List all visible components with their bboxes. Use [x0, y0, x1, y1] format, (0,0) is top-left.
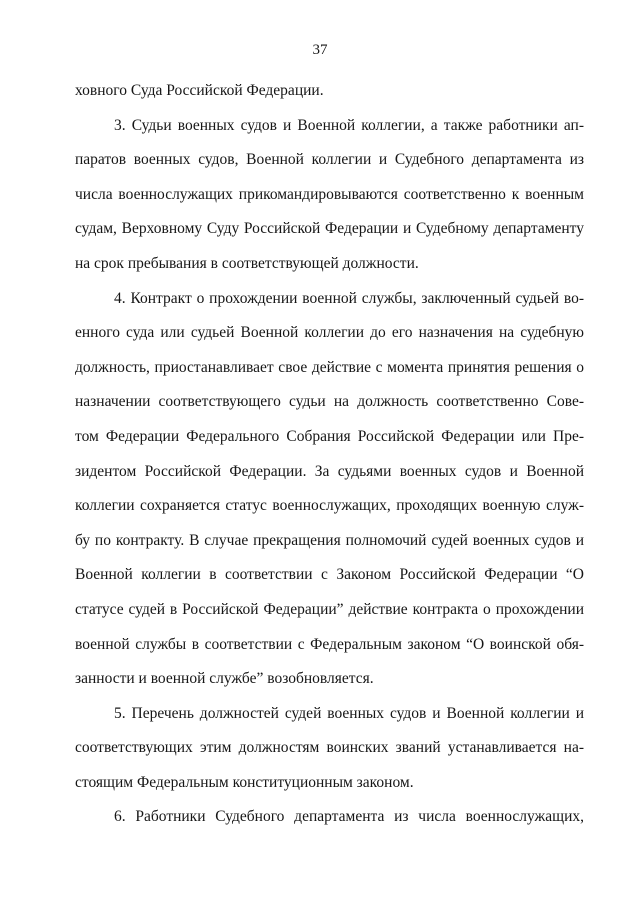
page-number: 37 [312, 42, 328, 58]
text-line: енного суда или судьей Военной коллегии до его назначения на судебную [75, 324, 584, 342]
text-line: 6. Работники Судебного департамента из числа военнослужащих, [114, 808, 584, 826]
text-line: военной службы в соответствии с Федеральным законом “О воинской обя- [75, 635, 584, 653]
text-line: соответствующих этим должностям воинских званий устанавливается на- [75, 739, 584, 757]
text-line: назначении соответствующего судьи на должность соответственно Сове- [75, 393, 584, 411]
text-line: 5. Перечень должностей судей военных судов и Военной коллегии и [114, 704, 584, 722]
text-line: стоящим Федеральным конституционным законом. [75, 773, 414, 791]
text-line: 3. Судьи военных судов и Военной коллегии, а также работники ап- [114, 116, 584, 134]
text-line: зидентом Российской Федерации. За судьями военных судов и Военной [75, 462, 584, 480]
text-line: ховного Суда Российской Федерации. [75, 82, 324, 99]
text-line: Военной коллегии в соответствии с Законом Российской Федерации “О [75, 566, 584, 584]
text-line: бу по контракту. В случае прекращения полномочий судей военных судов и [75, 531, 584, 549]
text-line: коллегии сохраняется статус военнослужащих, проходящих военную служ- [75, 497, 584, 515]
text-line: статусе судей в Российской Федерации” действие контракта о прохождении [75, 600, 584, 618]
text-line: должность, приостанавливает свое действие с момента принятия решения о [75, 358, 584, 376]
text-line: на срок пребывания в соответствующей должности. [75, 254, 419, 272]
text-line: 4. Контракт о прохождении военной службы, заключенный судьей во- [114, 289, 584, 307]
text-line: паратов военных судов, Военной коллегии и Судебного департамента из [75, 151, 584, 169]
text-line: занности и военной службе” возобновляется. [75, 670, 374, 688]
body-text [75, 80, 584, 841]
text-line: судам, Верховному Суду Российской Федерации и Судебному департаменту [75, 220, 584, 238]
text-line: том Федерации Федерального Собрания Российской Федерации или Пре- [75, 427, 584, 445]
text-line: числа военнослужащих прикомандировываются соответственно к военным [75, 185, 584, 203]
